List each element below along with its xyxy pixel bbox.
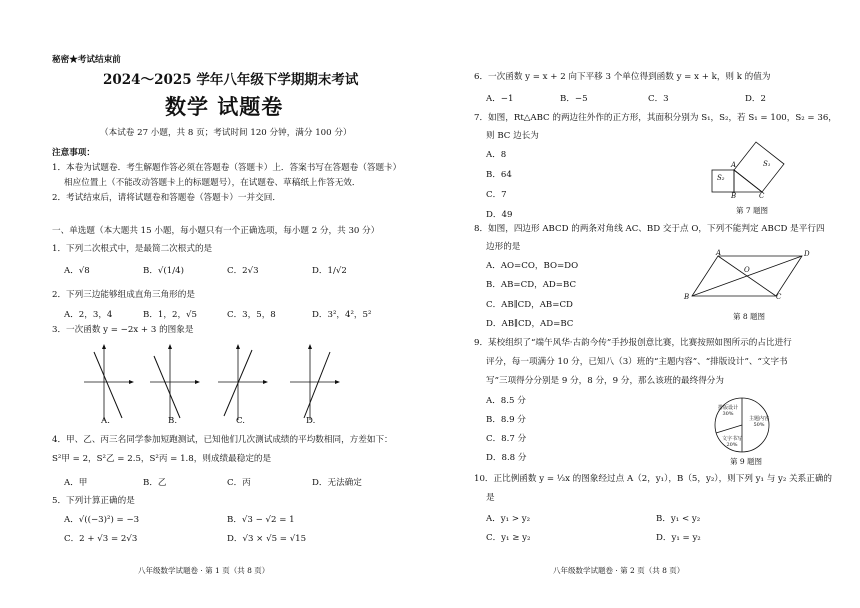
question-stem: 2．下列三边能够组成直角三角形的是	[52, 290, 195, 300]
question-stem: 10．正比例函数 y = ⅓x 的图象经过点 A（2，y₁），B（5，y₂），则下列 y₁ 与 y₂ 关系正确的	[474, 474, 833, 484]
figure-q7	[710, 142, 790, 202]
option: D．1/√2	[312, 266, 347, 276]
fig8-label-d: D	[804, 250, 810, 258]
graph-option-c	[218, 342, 268, 422]
option: D．49	[486, 210, 513, 220]
option: C．7	[486, 190, 507, 200]
question-stem: 3．一次函数 y = −2x + 3 的图象是	[52, 325, 194, 335]
question-stem: 9．某校组织了“端午风华·古韵今传”手抄报创意比赛，比赛按照如图所示的占比进行	[474, 338, 792, 348]
page-footer: 八年级数学试题卷 · 第 1 页（共 8 页）	[138, 566, 270, 575]
notes-heading: 注意事项：	[52, 148, 95, 158]
figure-q8	[688, 252, 808, 300]
fig7-label-a: A	[731, 161, 737, 169]
option: A．√((−3)²) = −3	[64, 515, 140, 525]
fig7-caption: 第 7 题图	[736, 206, 769, 215]
question-stem: 6．一次函数 y = x + 2 向下平移 3 个单位得到函数 y = x + k，则 k 的值为	[474, 72, 771, 82]
option: A．AO=CO，BO=DO	[486, 261, 579, 271]
option: A．甲	[64, 478, 88, 488]
question-stem: 写”三项得分分别是 9 分，8 分，9 分，那么该班的最终得分为	[486, 376, 724, 386]
graph-label: C.	[236, 416, 246, 426]
option: B．8.9 分	[486, 415, 526, 425]
graph-option-b	[150, 342, 200, 422]
pie-label: 排版设计 30%	[717, 405, 738, 417]
question-stem: 1．下列二次根式中，是最简二次根式的是	[52, 244, 213, 254]
note-line: 相应位置上（不能改动答题卡上的标题题号），在试题卷、草稿纸上作答无效．	[64, 178, 361, 188]
fig9-caption: 第 9 题图	[730, 457, 763, 466]
secret-label: 秘密★考试结束前	[52, 55, 121, 65]
section-heading: 一、单选题（本大题共 15 小题，每小题只有一个正确选项，每小题 2 分，共 30 分）	[52, 226, 380, 236]
question-stem: 8．如图，四边形 ABCD 的两条对角线 AC、BD 交于点 O，下列不能判定 ABCD 是平行四	[474, 224, 825, 234]
option: D．√3 × √5 = √15	[227, 534, 307, 544]
exam-subtitle: 数学 试题卷	[165, 94, 284, 119]
option: A．y₁ > y₂	[486, 514, 531, 524]
option: D．8.8 分	[486, 453, 527, 463]
option: B．乙	[143, 478, 167, 488]
question-stem: 评分，每一项满分 10 分，已知八（3）班的“主题内容”、“排版设计”、“文字书	[486, 357, 788, 367]
graph-label: B.	[168, 416, 178, 426]
graph-option-d	[290, 342, 340, 422]
option: B．AB=CD，AD=BC	[486, 280, 577, 290]
pie-label: 文字书写 20%	[722, 436, 743, 448]
graph-label: D.	[306, 416, 316, 426]
option: A．8	[486, 150, 507, 160]
fig7-label-s1: S₁	[763, 160, 771, 168]
option: B．√3 − √2 = 1	[227, 515, 295, 525]
option: C．8.7 分	[486, 434, 527, 444]
fig7-label-c: C	[759, 192, 765, 200]
question-stem: 则 BC 边长为	[486, 131, 539, 141]
option: D．无法确定	[312, 478, 362, 488]
option: B．64	[486, 170, 512, 180]
option: B．y₁ < y₂	[656, 514, 701, 524]
option: A．8.5 分	[486, 396, 526, 406]
option: C．3	[648, 94, 669, 104]
option: A．2，3，4	[64, 310, 113, 320]
note-line: 1．本卷为试题卷．考生解题作答必须在答题卷（答题卡）上．答案书写在答题卷（答题卡）	[52, 163, 402, 173]
fig8-label-a: A	[716, 249, 722, 257]
page-right	[430, 0, 860, 608]
option: D．AB∥CD，AD=BC	[486, 319, 574, 329]
option: D．3²，4²，5²	[312, 310, 372, 320]
graph-option-a	[84, 342, 134, 422]
option: A．√8	[64, 266, 90, 276]
exam-title: 2024～2025 学年八年级下学期期末考试	[103, 72, 359, 88]
fig7-label-s2: S₂	[717, 174, 725, 182]
option: C．AB∥CD，AB=CD	[486, 300, 573, 310]
pie-label: 主题内容 50%	[748, 416, 769, 428]
option: C．y₁ ≥ y₂	[486, 533, 531, 543]
fig8-label-c: C	[776, 293, 782, 301]
question-stem: 4．甲、乙、丙三名同学参加短跑测试，已知他们几次测试成绩的平均数相同，方差如下：	[52, 435, 393, 445]
option: B．1，2，√5	[143, 310, 197, 320]
option: C．2√3	[227, 266, 259, 276]
option: C．2 + √3 = 2√3	[64, 534, 138, 544]
fig8-caption: 第 8 题图	[733, 312, 766, 321]
option: D．y₁ = y₂	[656, 533, 701, 543]
fig8-label-b: B	[684, 293, 690, 301]
option: A．−1	[486, 94, 514, 104]
option: D．2	[745, 94, 766, 104]
question-stem: 边形的是	[486, 242, 521, 252]
question-stem: S²甲 = 2，S²乙 = 2.5，S²丙 = 1.8，则成绩最稳定的是	[52, 454, 272, 464]
question-stem: 7．如图，Rt△ABC 的两边往外作的正方形，其面积分别为 S₁，S₂，若 S₁ = 100，S₂ = 36，	[474, 113, 837, 123]
question-stem: 是	[486, 493, 495, 503]
option: C．3，5，8	[227, 310, 276, 320]
option: B．√(1/4)	[143, 266, 184, 276]
graph-label: A.	[101, 416, 110, 426]
fig7-label-b: B	[731, 192, 737, 200]
option: C．丙	[227, 478, 251, 488]
exam-info: （本试卷 27 小题，共 8 页；考试时间 120 分钟，满分 100 分）	[100, 128, 352, 138]
page-footer: 八年级数学试题卷 · 第 2 页（共 8 页）	[553, 566, 685, 575]
question-stem: 5．下列计算正确的是	[52, 496, 135, 506]
note-line: 2．考试结束后，请将试题卷和答题卷（答题卡）一并交回．	[52, 193, 281, 203]
option: B．−5	[560, 94, 588, 104]
fig8-label-o: O	[744, 266, 750, 274]
